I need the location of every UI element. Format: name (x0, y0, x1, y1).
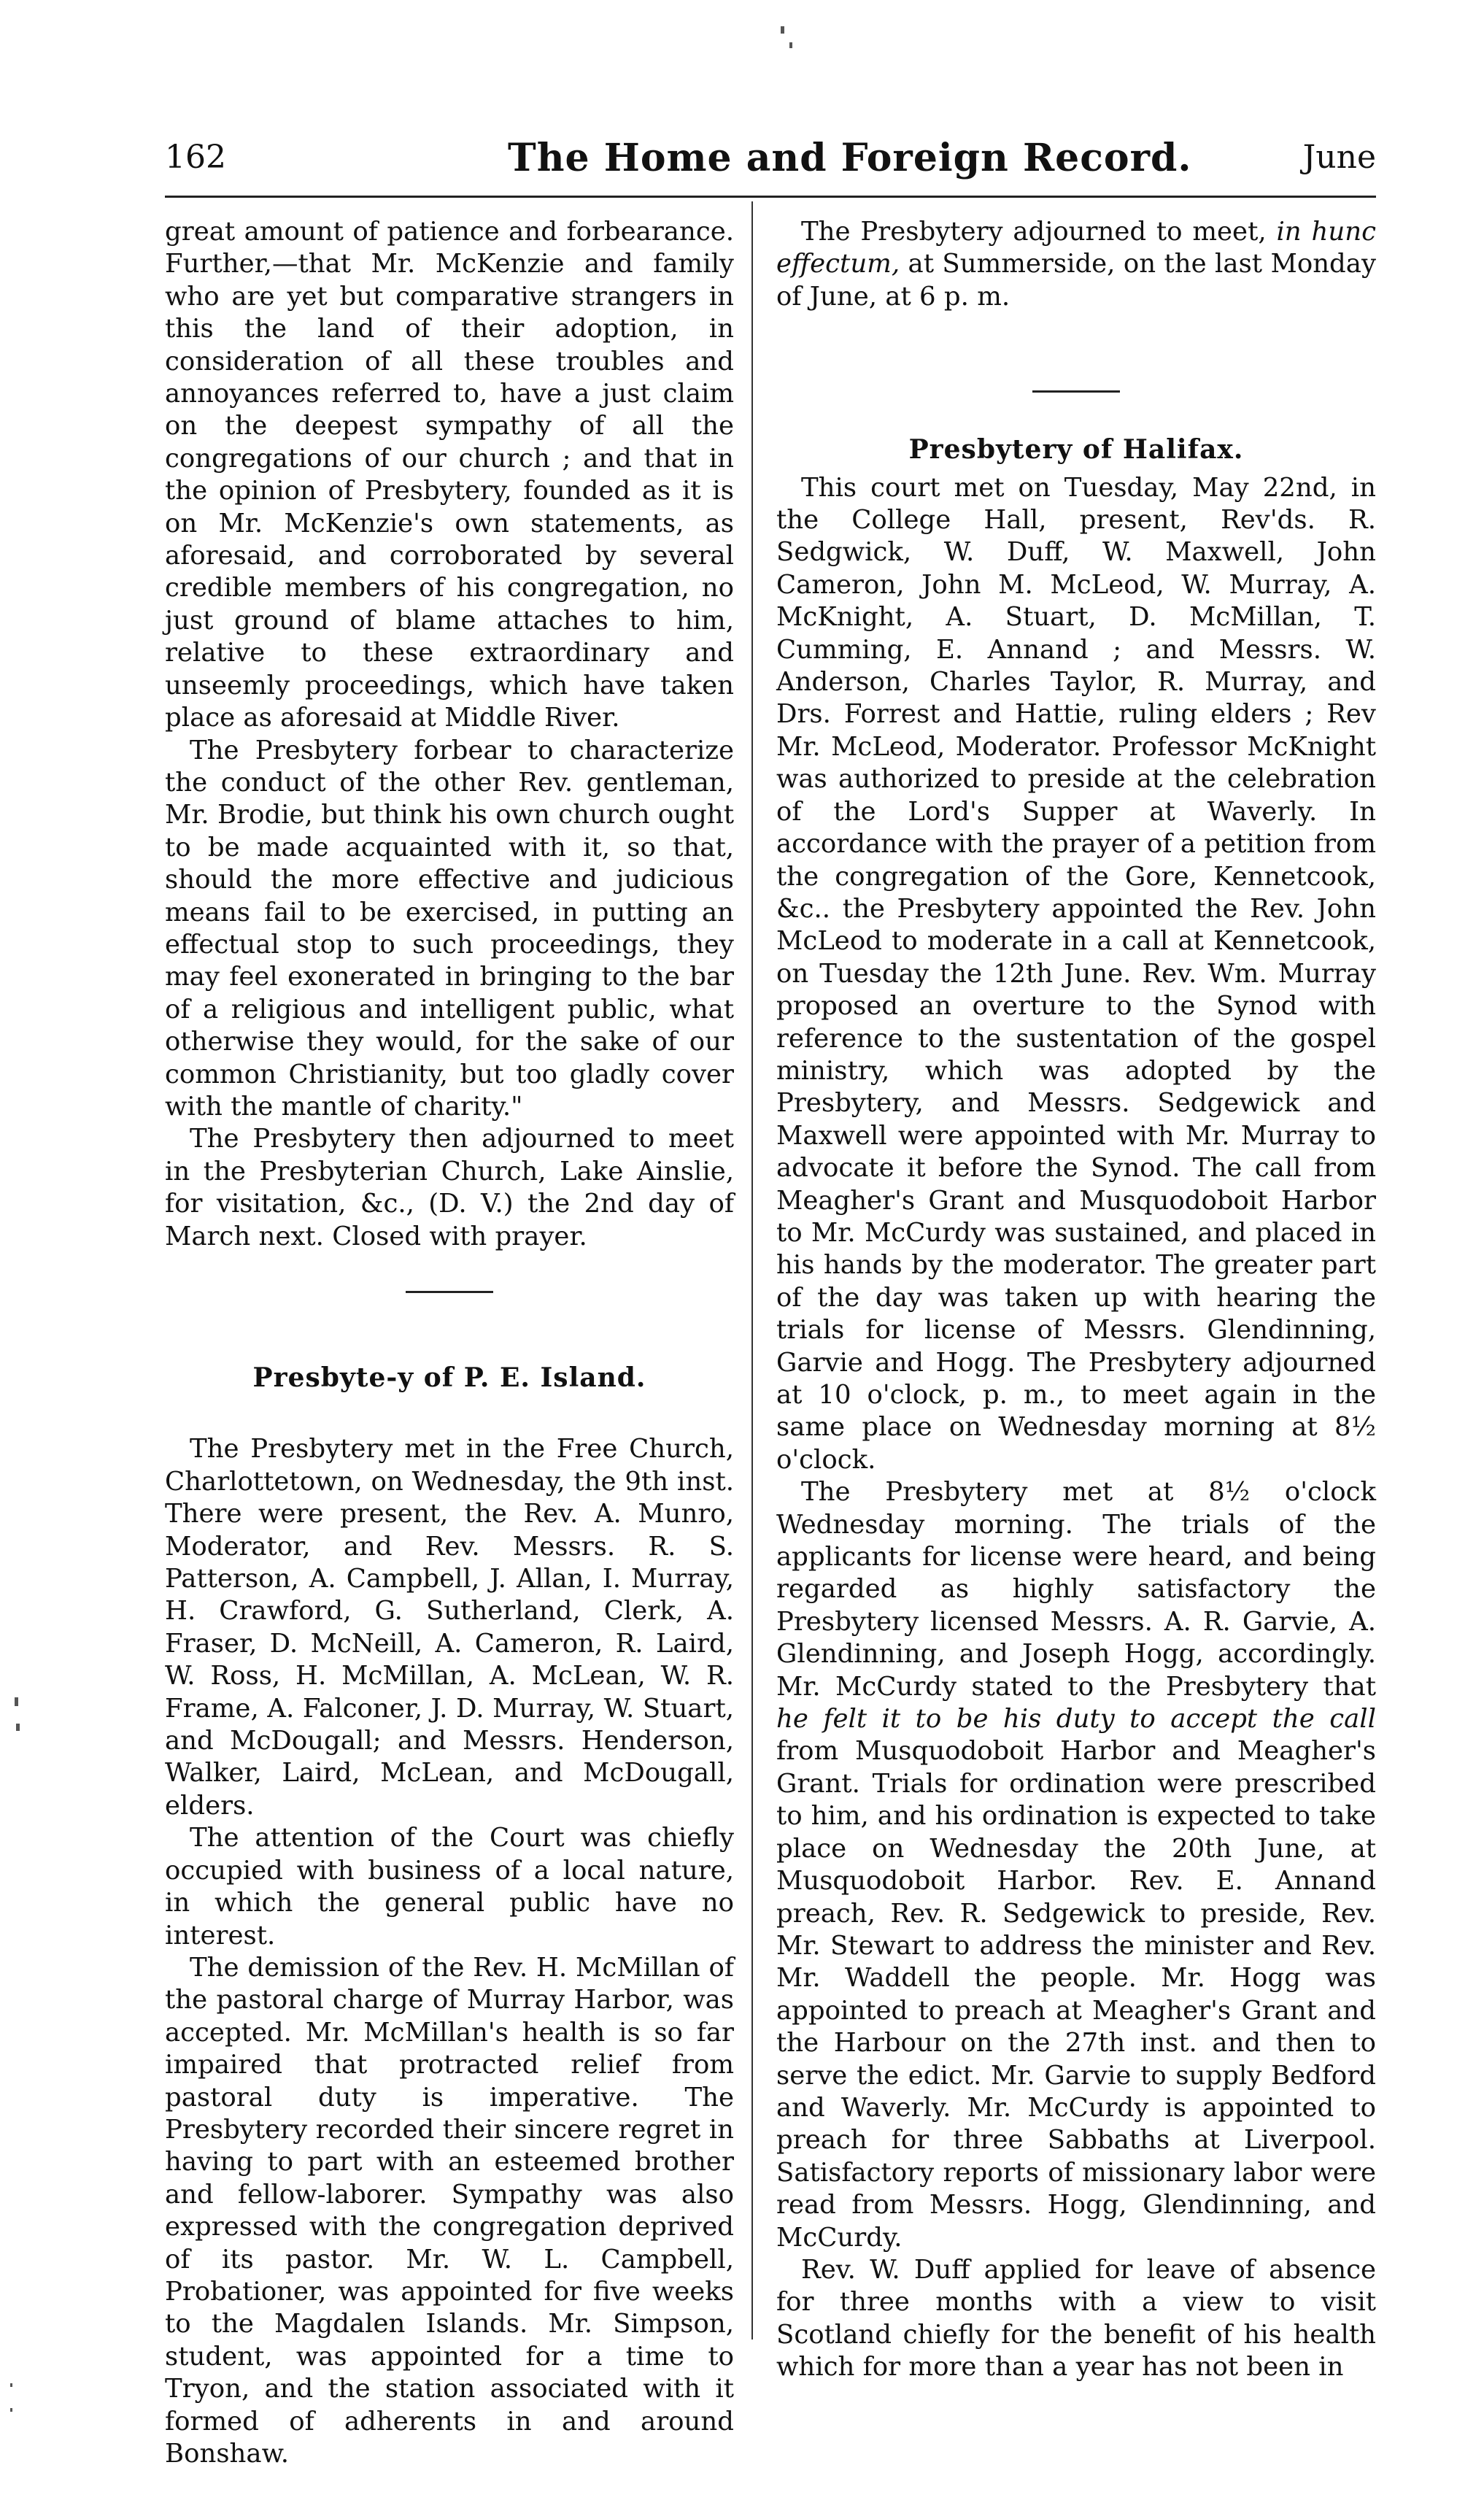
right-column (776, 216, 1376, 2384)
paragraph: The attention of the Court was chiefly occupied with business of a local nature, in which the general public have no interest. (165, 1823, 734, 1951)
paragraph: Rev. W. Duff applied for leave of absence for three months with a view to visit Scotland chiefly for the benefit of his health which for more than a year has not been in (776, 2254, 1376, 2383)
page-number: 162 (165, 139, 226, 176)
paragraph (776, 1476, 1376, 2254)
paragraph (776, 216, 1376, 313)
issue-month: June (1302, 139, 1376, 176)
running-title: The Home and Foreign Record. (508, 136, 1192, 180)
scan-speck (10, 2383, 12, 2387)
scan-speck (789, 42, 792, 48)
paragraph: great amount of patience and forbearance. Further,—that Mr. McKenzie and family who are yet but comparative strangers in this the land of their adoption, in consideration of all these troubles and annoyances referred to, have a just claim on the deepest sympathy of all the congregations of our church ; and that in the opinion of Presbytery, founded as it is on Mr. McKenzie's own statements, as aforesaid, and corroborated by several credible members of his congregation, no just ground of blame attaches to him, relative to these extraordinary and unseemly proceedings, which have taken place as aforesaid at Middle River. (165, 217, 734, 733)
section-title-pei: Presbyte-y of P. E. Island. (252, 1362, 646, 1393)
section-rule (406, 1291, 493, 1293)
paragraph: The Presbytery met in the Free Church, Charlottetown, on Wednesday, the 9th inst. There were present, the Rev. A. Munro, Moderator, and Rev. Messrs. R. S. Patterson, A. Campbell, J. Allan, I. Murray, H. Crawford, G. Sutherland, Clerk, A. Fraser, D. McNeill, A. Cameron, R. Laird, W. Ross, H. McMillan, A. McLean, W. R. Frame, A. Falconer, J. D. Murray, W. Stuart, and McDougall; and Messrs. Henderson, Walker, Laird, McLean, and McDougall, elders. (165, 1434, 734, 1821)
section-title-halifax: Presbytery of Halifax. (908, 434, 1244, 466)
scan-speck (781, 26, 784, 34)
paragraph: This court met on Tuesday, May 22nd, in the College Hall, present, Rev'ds. R. Sedgwick, W. Duff, W. Maxwell, John Cameron, John M. McLeod, W. Murray, A. McKnight, A. Stuart, D. McMillan, T. Cumming, E. Annand ; and Messrs. W. Anderson, Charles Taylor, R. Murray, and Drs. Forrest and Hattie, ruling elders ; Rev Mr. McLeod, Moderator. Professor McKnight was authorized to preside at the celebration of the Lord's Supper at Waverly. In accordance with the prayer of a petition from the congregation of the Gore, Kennetcook, &c.. the Presbytery appointed the Rev. John McLeod to moderate in a call at Kennetcook, on Tuesday the 12th June. Rev. Wm. Murray proposed an overture to the Synod with reference to the sustentation of the gospel ministry, which was adopted by the Presbytery, and Messrs. Sedgewick and Maxwell were appointed with Mr. Murray to advocate it before the Synod. The call from Meagher's Grant and Musquodoboit Harbor to Mr. McCurdy was sustained, and placed in his hands by the moderator. The greater part of the day was taken up with hearing the trials for license of Messrs. Glendinning, Garvie and Hogg. The Presbytery adjourned at 10 o'clock, p. m., to meet again in the same place on Wednesday morning at 8½ o'clock. (776, 472, 1376, 1475)
page-header (165, 136, 1376, 197)
text-run: from Musquodoboit Harbor and Meagher's Grant. Trials for ordination were prescribed to him, and his ordination is expected to take place on Wednesday the 20th June, at Musquodoboit Harbor. Rev. E. Annand preach, Rev. R. Sedgewick to preside, Rev. Mr. Stewart to address the minister and Rev. Mr. Waddell the people. Mr. Hogg was appointed to preach at Meagher's Grant and the Harbour on the 27th inst. and then to serve the edict. Mr. Garvie to supply Bedford and Waverly. Mr. McCurdy is appointed to preach for three Sabbaths at Liverpool. Satisfactory reports of missionary labor were read from Messrs. Hogg, Glendinning, and McCurdy. (776, 1736, 1376, 2253)
paragraph: The Presbytery then adjourned to meet in the Presbyterian Church, Lake Ainslie, for visitation, &c., (D. V.) the 2nd day of March next. Closed with prayer. (165, 1124, 734, 1251)
text-run: at Summerside, on the last Monday of June, at 6 p. m. (776, 249, 1376, 312)
text-run: The Presbytery adjourned to meet, (801, 217, 1277, 247)
italic-text: he felt it to be his duty to accept the call (776, 1704, 1376, 1735)
italic-text: in hunc effectum, (776, 217, 1376, 279)
paragraph: The demission of the Rev. H. McMillan of the pastoral charge of Murray Harbor, was accepted. Mr. McMillan's health is so far impaired that protracted relief from pastoral duty is imperative. The Presbytery recorded their sincere regret in having to part with an esteemed brother and fellow-laborer. Sympathy was also expressed with the congregation deprived of its pastor. Mr. W. L. Campbell, Probationer, was appointed for five weeks to the Magdalen Islands. Mr. Simpson, student, was appointed for a time to Tryon, and the station associated with it formed of adherents in and around Bonshaw. (165, 1952, 734, 2469)
scan-speck (10, 2408, 12, 2412)
paragraph: The Presbytery forbear to characterize the conduct of the other Rev. gentleman, Mr. Brodie, but think his own church ought to be made acquainted with it, so that, should the more effective and judicious means fail to be exercised, in putting an effectual stop to such proceedings, they may feel exonerated in bringing to the bar of a religious and intelligent public, what otherwise they would, for the sake of our common Christianity, but too gladly cover with the mantle of charity." (165, 735, 734, 1122)
header-rule (165, 196, 1376, 198)
scan-speck (16, 1724, 20, 1731)
scan-speck (15, 1697, 18, 1706)
column-divider (751, 201, 753, 2339)
left-column (165, 216, 734, 2470)
text-run: The Presbytery met at 8½ o'clock Wednesday morning. The trials of the applicants for license were heard, and being regarded as highly satisfactory the Presbytery licensed Messrs. A. R. Garvie, A. Glendinning, and Joseph Hogg, accordingly. Mr. McCurdy stated to the Presbytery that (776, 1477, 1376, 1702)
section-rule (1032, 390, 1120, 393)
